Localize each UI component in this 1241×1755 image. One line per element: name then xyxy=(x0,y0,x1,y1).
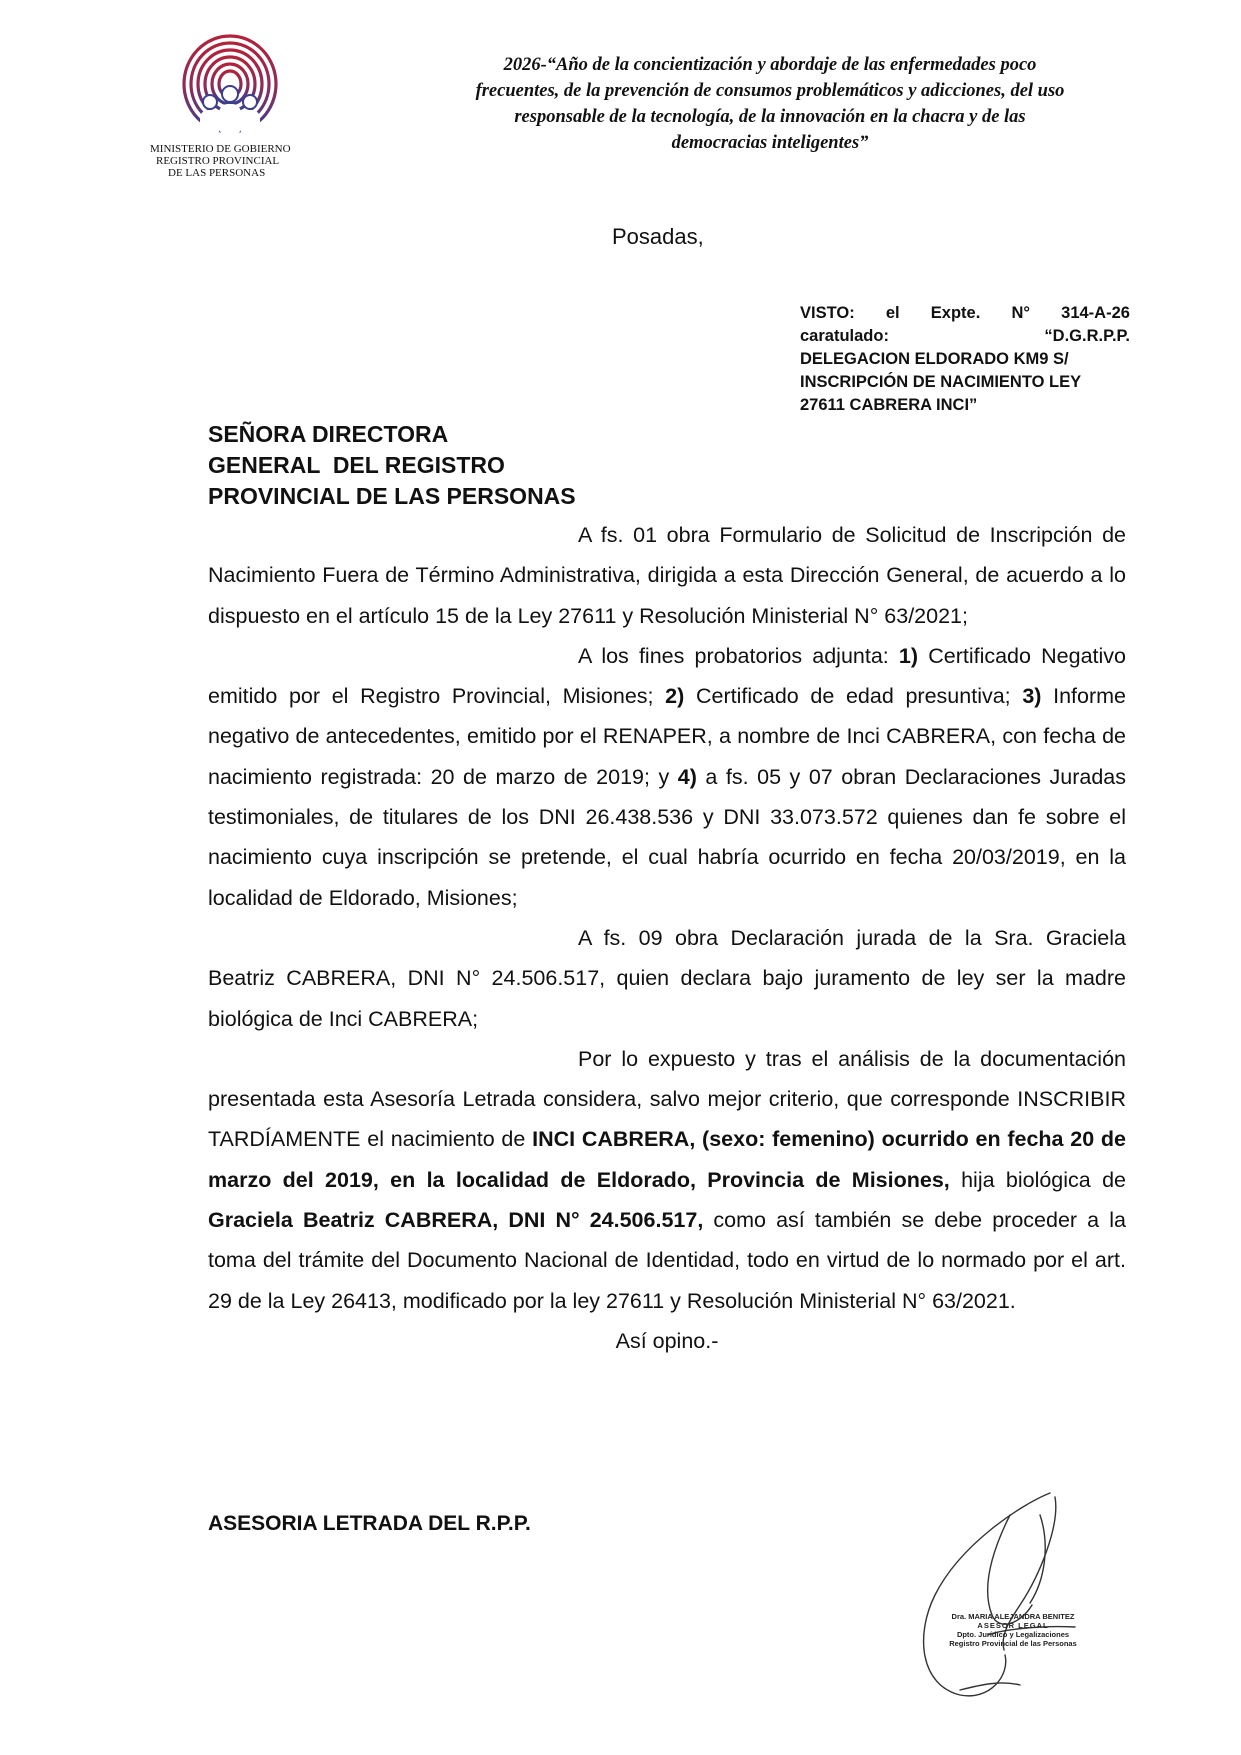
signature-icon xyxy=(900,1485,1100,1710)
motto-line: 2026-“Año de la concientización y abordaje de las enfermedades poco xyxy=(503,55,1037,75)
ministry-name xyxy=(150,143,330,179)
visto-word: Expte. xyxy=(930,304,981,322)
ministry-line: DE LAS PERSONAS xyxy=(168,167,266,179)
stamp-line: Dpto. Jurídico y Legalizaciones xyxy=(956,1630,1070,1639)
text: hija biológica de xyxy=(949,1167,1126,1192)
visto-word: caratulado: xyxy=(800,327,889,345)
visto-block xyxy=(800,302,1130,417)
stamp-line: Registro Provincial de las Personas xyxy=(949,1639,1077,1648)
motto-line: democracias inteligentes” xyxy=(671,133,869,153)
visto-word: “D.G.R.P.P. xyxy=(1044,327,1130,345)
document-body xyxy=(208,515,1126,1361)
addressee xyxy=(208,419,576,512)
text: Certificado de edad presuntiva; xyxy=(684,684,1023,709)
item-number: 1) xyxy=(898,643,919,668)
visto-line: 27611 CABRERA INCI” xyxy=(800,396,978,414)
stamp-line: Dra. MARIA ALEJANDRA BENITEZ xyxy=(951,1612,1075,1621)
ministry-line: REGISTRO PROVINCIAL xyxy=(156,155,280,167)
motto-line: responsable de la tecnología, de la innovación en la chacra y de las xyxy=(514,107,1026,127)
visto-line: DELEGACION ELDORADO KM9 S/ xyxy=(800,350,1069,368)
fingerprint-people-logo-icon xyxy=(180,32,280,142)
item-number: 2) xyxy=(665,684,685,709)
item-number: 4) xyxy=(677,764,697,789)
paragraph-2 xyxy=(208,636,1126,918)
text: a fs. 05 y 07 obran Declaraciones Juradas testimoniales, de titulares de los DNI 26.438.536 y DNI 33.073.572 quienes dan fe sobre el nacimiento cuya inscripción se pretende, el cual habría ocurrido en fecha 20/03/2019, en la localidad de Eldorado, Misiones; xyxy=(208,764,1127,910)
stamp-line: ASESOR LEGAL xyxy=(977,1621,1049,1630)
ministry-line: MINISTERIO DE GOBIERNO xyxy=(150,143,291,155)
bold-text: INCI CABRERA, (sexo: femenino) ocurrido en fecha 20 de marzo del 2019, en la localidad de Eldorado, Provincia de Misiones, xyxy=(208,1127,1127,1192)
visto-line xyxy=(800,325,1130,348)
visto-word: N° xyxy=(1011,304,1030,322)
firm-name: ASESORIA LETRADA DEL R.P.P. xyxy=(208,1512,531,1535)
text: Por lo expuesto y tras el análisis de la documentación presentada esta Asesoría Letrada considera, salvo mejor criterio, que corresponde INSCRIBIR TARDÍAMENTE el nacimiento de xyxy=(208,1046,1126,1152)
paragraph-3: A fs. 09 obra Declaración jurada de la Sra. Graciela Beatriz CABRERA, DNI N° 24.506.517, quien declara bajo juramento de ley ser la madre biológica de Inci CABRERA; xyxy=(208,925,1126,1031)
expediente-number: 314-A-26 xyxy=(1061,304,1130,322)
addressee-line: SEÑORA DIRECTORA xyxy=(208,421,449,447)
year-motto xyxy=(420,52,1120,156)
paragraph-4 xyxy=(208,1039,1126,1321)
handwritten-signature xyxy=(900,1485,1100,1710)
visto-label: VISTO: xyxy=(800,304,855,322)
text: A los fines probatorios adjunta: xyxy=(578,643,899,668)
city-date: Posadas, xyxy=(612,224,704,249)
signature-stamp xyxy=(948,1612,1078,1648)
bold-text: Graciela Beatriz CABRERA, DNI N° 24.506.517, xyxy=(208,1208,704,1233)
text: Informe negativo de antecedentes, emitido por el RENAPER, a nombre de Inci CABRERA, con fecha de nacimiento registrada: 20 de marzo de 2019; y xyxy=(208,684,1126,789)
visto-line xyxy=(800,302,1130,325)
text: Certificado Negativo emitido por el Registro Provincial, Misiones; xyxy=(208,643,1126,709)
closing-phrase: Así opino.- xyxy=(615,1328,719,1353)
motto-line: frecuentes, de la prevención de consumos problemáticos y adicciones, del uso xyxy=(475,81,1065,101)
addressee-line: GENERAL DEL REGISTRO xyxy=(208,452,505,478)
addressee-line: PROVINCIAL DE LAS PERSONAS xyxy=(208,483,576,509)
paragraph-1: A fs. 01 obra Formulario de Solicitud de Inscripción de Nacimiento Fuera de Término Administrativa, dirigida a esta Dirección General, de acuerdo a lo dispuesto en el artículo 15 de la Ley 27611 y Resolución Ministerial N° 63/2021; xyxy=(208,523,1126,628)
visto-word: el xyxy=(885,304,900,322)
visto-line: INSCRIPCIÓN DE NACIMIENTO LEY xyxy=(800,373,1082,391)
ministry-logo xyxy=(180,32,280,142)
item-number: 3) xyxy=(1022,684,1042,709)
text: como así también se debe proceder a la toma del trámite del Documento Nacional de Identidad, todo en virtud de lo normado por el art. 29 de la Ley 26413, modificado por la ley 27611 y Resolución Ministerial N° 63/2021. xyxy=(208,1208,1126,1313)
